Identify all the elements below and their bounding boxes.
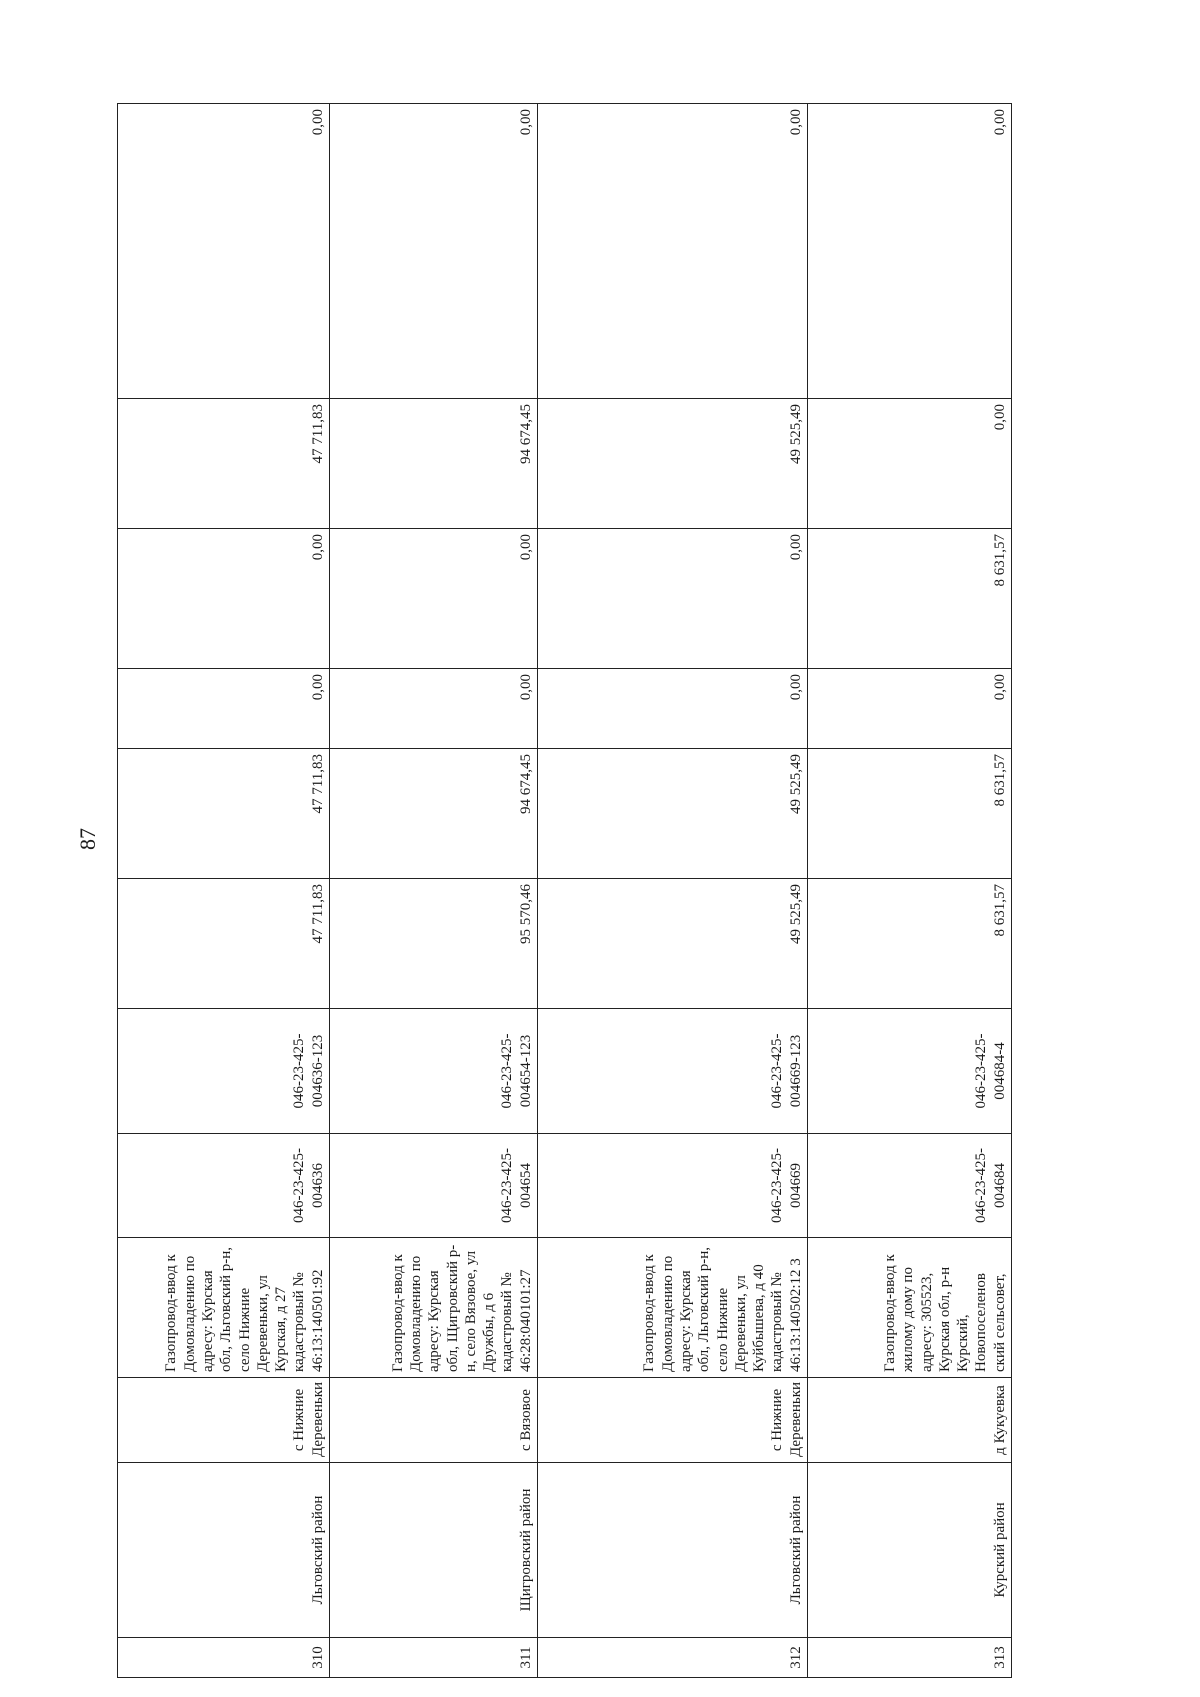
row-number: 310 [118,1638,330,1678]
code-cell: 046-23-425-004654 [330,1134,538,1238]
description-cell: Газопровод-ввод к жилому дому по адресу: 305523, Курская обл, р-н Курский, Новопоселенов ский сельсовет, [808,1238,1012,1378]
district-cell: Льговский район [118,1463,330,1638]
description-cell: Газопровод-ввод к Домовладению по адресу: Курская обл, Щигровский р-н, село Вязовое, ул Дружбы, д 6 кадастровый № 46:28:040101:27 [330,1238,538,1378]
value-3-cell: 0,00 [808,669,1012,749]
row-number: 312 [538,1638,808,1678]
settlement-cell: д Кукуевка [808,1378,1012,1463]
code-cell: 046-23-425-004636 [118,1134,330,1238]
settlement-cell: с Вязовое [330,1378,538,1463]
code-cell: 046-23-425-004684 [808,1134,1012,1238]
code-full-cell: 046-23-425-004654-123 [330,1009,538,1134]
assets-table [117,103,1012,1678]
value-2-cell: 47 711,83 [118,749,330,879]
value-4-cell: 0,00 [538,529,808,669]
value-4-cell: 0,00 [330,529,538,669]
value-5-cell: 0,00 [808,399,1012,529]
value-1-cell: 47 711,83 [118,879,330,1009]
value-2-cell: 49 525,49 [538,749,808,879]
table-row [330,104,538,1678]
settlement-cell: с Нижние Деревеньки [118,1378,330,1463]
value-6-cell: 0,00 [330,104,538,399]
value-4-cell: 8 631,57 [808,529,1012,669]
value-6-cell: 0,00 [118,104,330,399]
table-container [117,104,1011,1678]
code-full-cell: 046-23-425-004636-123 [118,1009,330,1134]
value-5-cell: 49 525,49 [538,399,808,529]
value-2-cell: 8 631,57 [808,749,1012,879]
table-row [808,104,1012,1678]
value-6-cell: 0,00 [538,104,808,399]
value-5-cell: 94 674,45 [330,399,538,529]
code-full-cell: 046-23-425-004684-4 [808,1009,1012,1134]
value-3-cell: 0,00 [118,669,330,749]
row-number: 313 [808,1638,1012,1678]
value-2-cell: 94 674,45 [330,749,538,879]
value-3-cell: 0,00 [330,669,538,749]
value-4-cell: 0,00 [118,529,330,669]
table-row [118,104,330,1678]
code-cell: 046-23-425-004669 [538,1134,808,1238]
value-1-cell: 95 570,46 [330,879,538,1009]
value-1-cell: 49 525,49 [538,879,808,1009]
table-row [538,104,808,1678]
value-3-cell: 0,00 [538,669,808,749]
description-cell: Газопровод-ввод к Домовладению по адресу: Курская обл, Льговский р-н, село Нижние Деревеньки, ул Куйбышева, д 40 кадастровый № 46:13:140502:12 3 [538,1238,808,1378]
value-1-cell: 8 631,57 [808,879,1012,1009]
description-cell: Газопровод-ввод к Домовладению по адресу: Курская обл, Льговский р-н, село Нижние Деревеньки, ул Курская, д 27 кадастровый № 46:13:140501:92 [118,1238,330,1378]
code-full-cell: 046-23-425-004669-123 [538,1009,808,1134]
district-cell: Льговский район [538,1463,808,1638]
value-6-cell: 0,00 [808,104,1012,399]
row-number: 311 [330,1638,538,1678]
page-number: 87 [75,828,100,850]
district-cell: Курский район [808,1463,1012,1638]
value-5-cell: 47 711,83 [118,399,330,529]
settlement-cell: с Нижние Деревеньки [538,1378,808,1463]
district-cell: Щигровский район [330,1463,538,1638]
